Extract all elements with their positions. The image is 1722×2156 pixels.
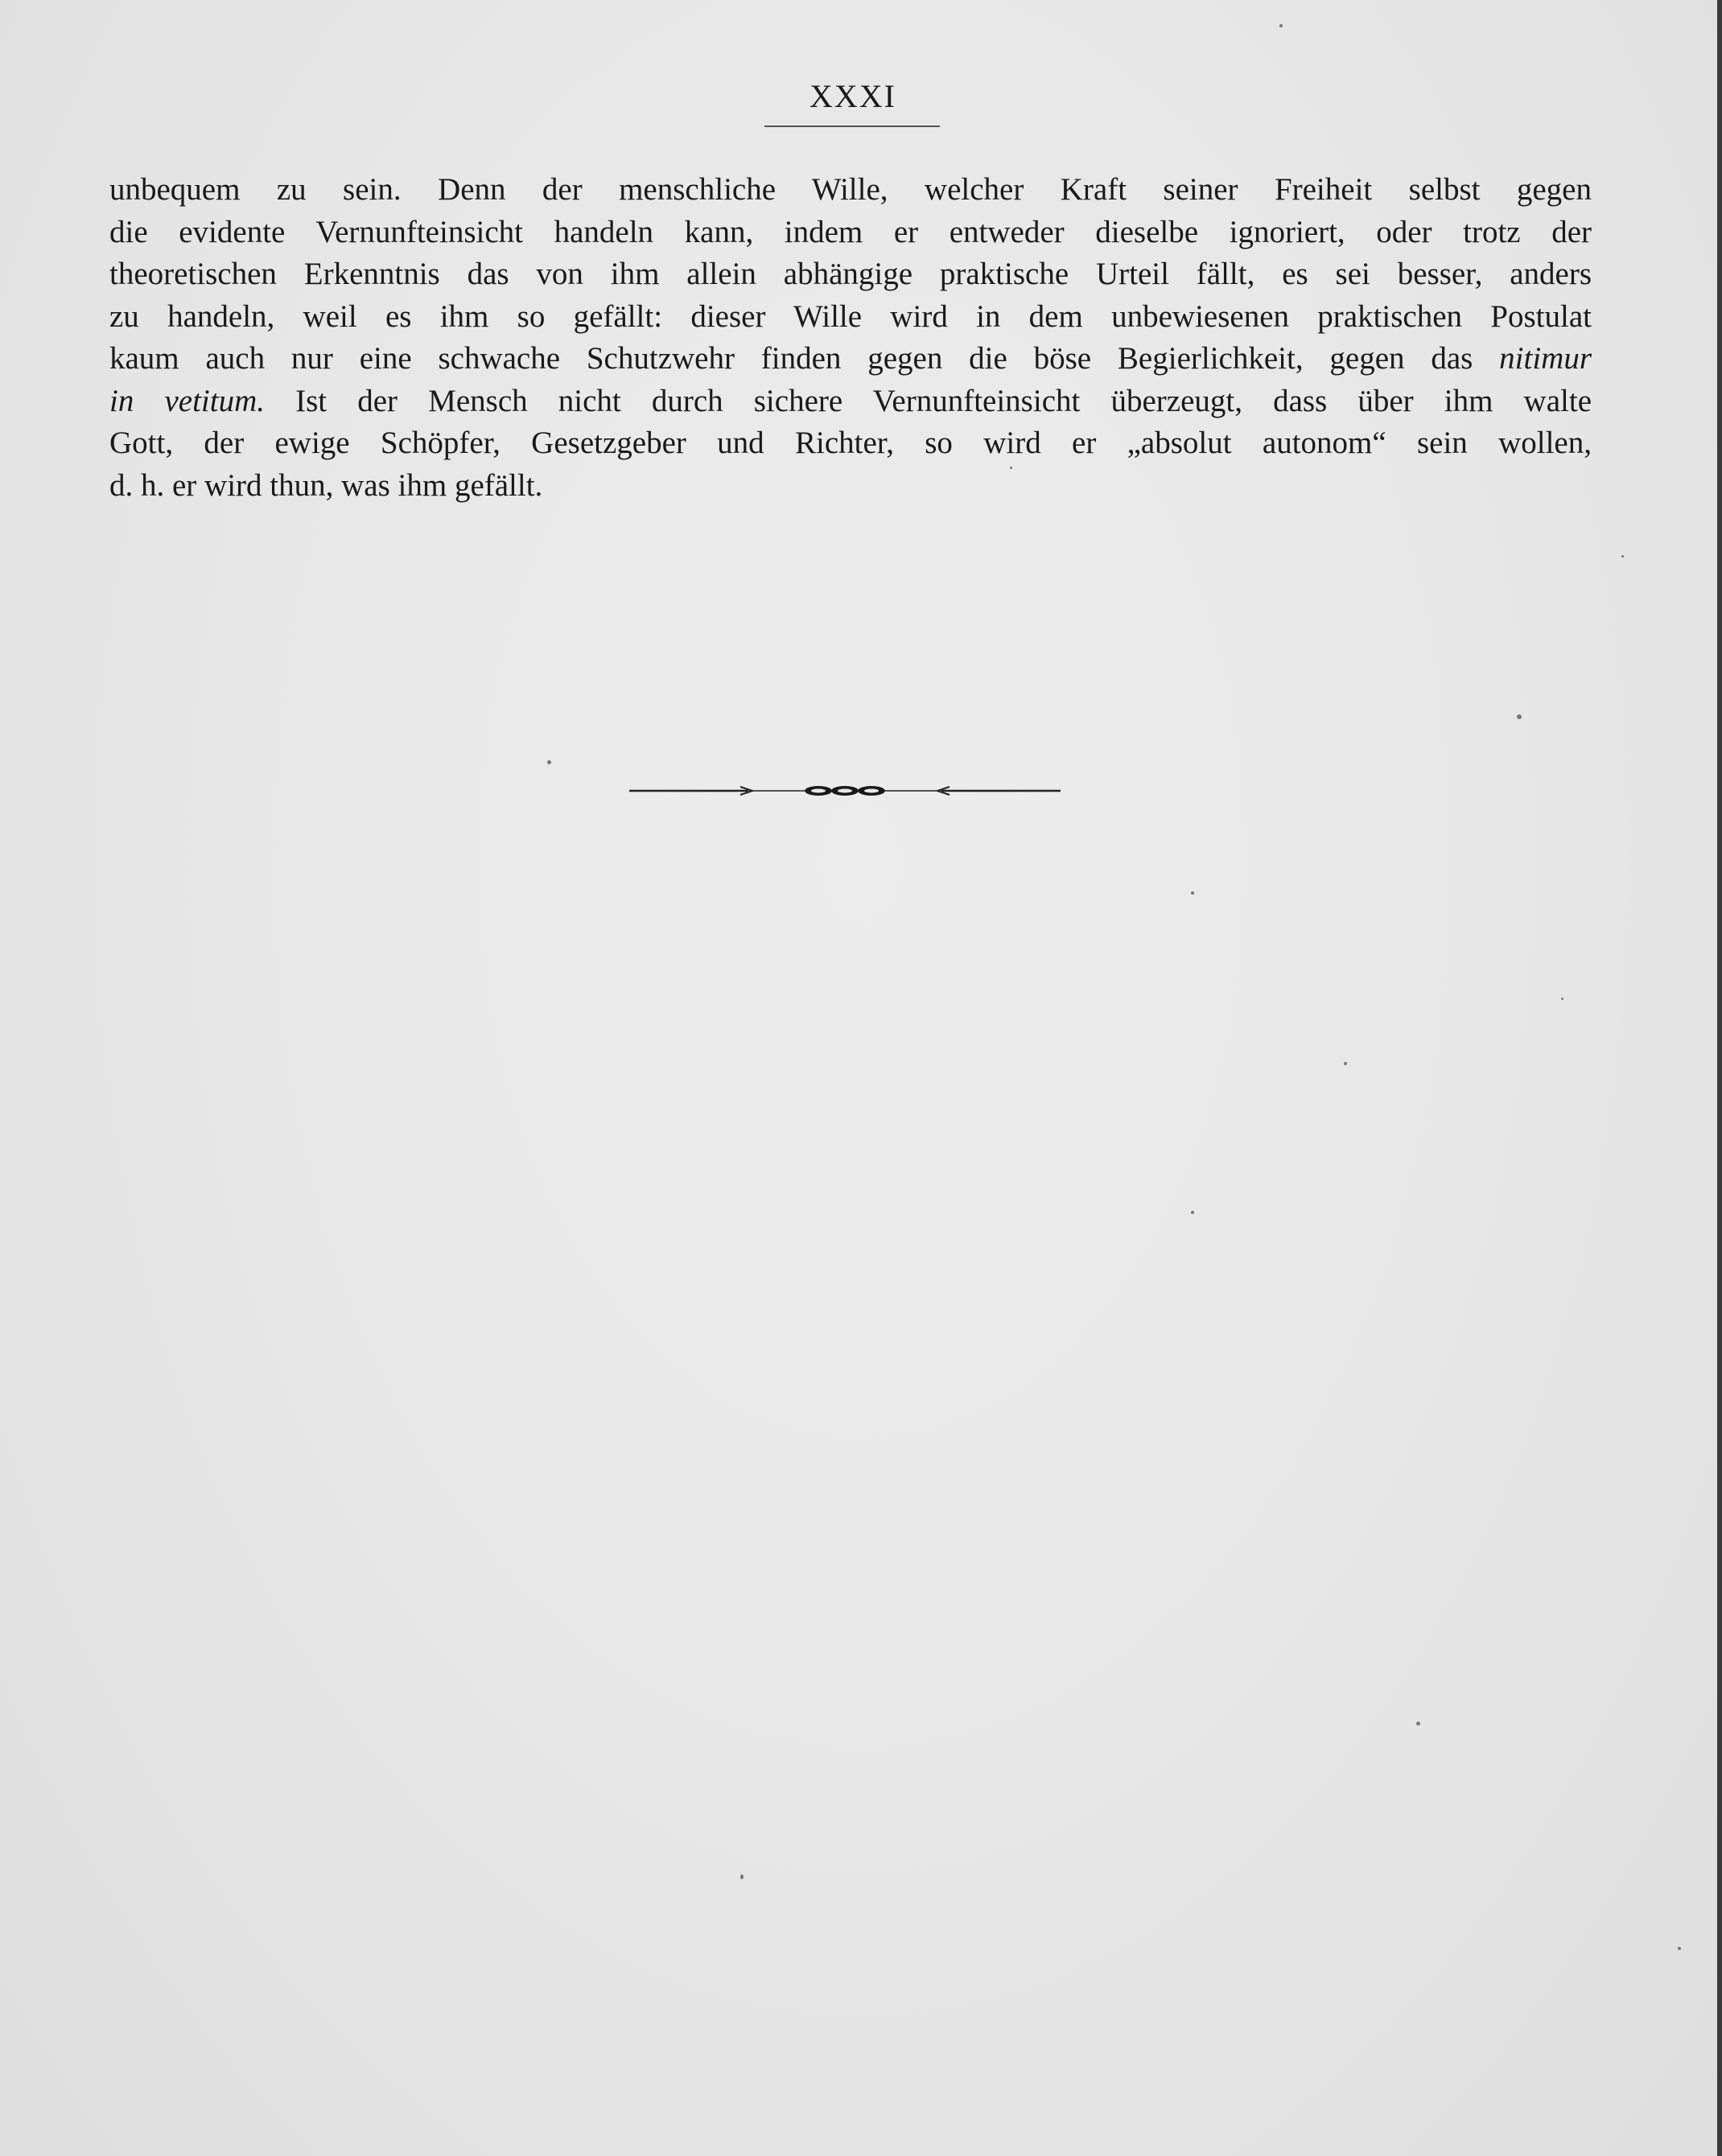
paper-speck: [547, 760, 551, 764]
paper-speck: [1279, 24, 1283, 27]
text-line-4: zu handeln, weil es ihm so gefällt: dieser Wille wird in dem unbewiesenen praktischen Postulat: [109, 298, 1592, 334]
page-number-rule: [764, 125, 940, 127]
paper-speck: [1561, 998, 1563, 1000]
paper-speck: [1191, 891, 1194, 895]
text-line-6-roman: Ist der Mensch nicht durch sichere Vernunfteinsicht überzeugt, dass über ihm walte: [295, 383, 1592, 418]
paper-speck: [1191, 1211, 1194, 1214]
paper-speck: [1621, 555, 1624, 558]
paper-speck: [1517, 714, 1522, 719]
text-line-5: [109, 338, 1592, 381]
end-of-section-ornament: [628, 779, 1062, 803]
page-edge-shadow: [1717, 0, 1722, 2156]
paper-speck: [1416, 1722, 1420, 1726]
paper-speck: [1678, 1947, 1681, 1950]
text-line-3: theoretischen Erkenntnis das von ihm allein abhängige praktische Urteil fällt, es sei besser, anders: [109, 257, 1592, 291]
body-text: [109, 169, 1592, 507]
paper-speck: [1010, 467, 1012, 469]
text-line-5-roman: kaum auch nur eine schwache Schutzwehr finden gegen die böse Begierlichkeit, gegen das: [109, 341, 1473, 376]
italic-phrase-part-1: nitimur: [1499, 341, 1592, 376]
text-line-2: die evidente Vernunfteinsicht handeln kann, indem er entweder dieselbe ignoriert, oder trotz der: [109, 214, 1592, 249]
text-line-1: unbequem zu sein. Denn der menschliche Wille, welcher Kraft seiner Freiheit selbst gegen: [109, 172, 1592, 207]
page-number: XXXI: [810, 78, 896, 114]
italic-phrase-part-2: in vetitum.: [109, 383, 265, 418]
text-line-7: Gott, der ewige Schöpfer, Gesetzgeber und Richter, so wird er „absolut autonom“ sein wollen,: [109, 426, 1592, 460]
paper-speck: [740, 1874, 744, 1879]
text-line-8: d. h. er wird thun, was ihm gefällt.: [109, 467, 543, 503]
text-line-6: [109, 381, 1592, 423]
paper-speck: [1344, 1062, 1347, 1065]
